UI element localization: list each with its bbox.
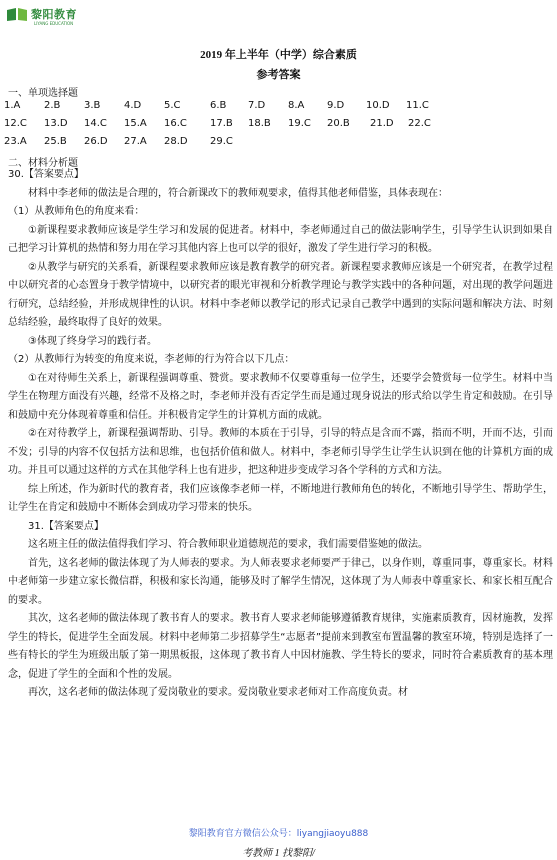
answer-item: 14.C — [84, 118, 107, 129]
answer-item: 9.D — [327, 100, 345, 111]
answer-item: 13.D — [44, 118, 68, 129]
q30-point2-item2: ②在对待教学上，新课程强调帮助、引导。教师的本质在于引导，引导的特点是含而不露，指而不明，开而不达，引而不发；引导的内容不仅包括方法和思维，也包括价值和做人。材料中，李老师引导学生让学生认识到在他的计算机方面的成功。并且可以通过这样的方式在其他学科上也有进步，把这种进步变成学习各个学科的方式和方法。 — [8, 428, 553, 476]
answer-item: 1.A — [4, 100, 21, 111]
page-footer: 考教师 1 找黎阳/ — [242, 848, 315, 859]
answer-item: 19.C — [288, 118, 311, 129]
answer-item: 2.B — [44, 100, 61, 111]
page-title: 2019 年上半年（中学）综合素质 — [200, 49, 357, 61]
logo-text: 黎阳教育 — [31, 9, 77, 21]
section-title-single-choice: 一、单项选择题 — [8, 88, 78, 99]
answer-item: 23.A — [4, 136, 27, 147]
answer-item: 22.C — [408, 118, 431, 129]
q30-point1-item2: ②从教学与研究的关系看，新课程要求教师应该是教育教学的研究者。新课程要求教师应该是一个研究者，在教学过程中以研究者的心态置身于教学情境中，以研究者的眼光审视和分析教学理论与教学实践中的各种问题，对出现的教学问题进行研究，总结经验，并形成规律性的认识。材料中李老师以教学记的形式记录自己教学中遇到的实际问题和解决方法、时刻总结经验，最终取得了良好的效果。 — [8, 261, 553, 328]
answer-item: 20.B — [327, 118, 350, 129]
q31-intro: 这名班主任的做法值得我们学习、符合教师职业道德规范的要求，我们需要借鉴她的做法。 — [28, 539, 428, 550]
q30-summary: 综上所述，作为新时代的教育者，我们应该像李老师一样，不断地进行教师角色的转化，不断地引导学生、帮助学生，让学生在肯定和鼓励中不断体会到成功学习带来的快乐。 — [8, 483, 553, 513]
answer-item: 5.C — [164, 100, 181, 111]
answer-item: 18.B — [248, 118, 271, 129]
q31-point2: 其次，这名老师的做法体现了教书育人的要求。教书育人要求老师能够遵循教育规律，实施素质教育，因材施教，发挥学生的特长，促进学生全面发展。材料中老师第二步招募学生“志愿者”提前来到教室布置温馨的教室环境，特别是选择了一些有特长的学生为班级出版了第一期黑板报，这体现了教书育人中因材施教、学生特长的要求，同时符合素质教育的基本理念，促进了学生的全面和个性的发展。 — [8, 613, 553, 680]
answer-item: 8.A — [288, 100, 305, 111]
brand-logo — [6, 4, 77, 24]
q30-point1-item1: ①新课程要求教师应该是学生学习和发展的促进者。材料中，李老师通过自己的做法影响学生，引导学生认识到如果自己把学习计算机的热情和努力用在学习其他内容上也可以学的很好，激发了学生进行学习的积极。 — [8, 224, 553, 254]
answer-item: 10.D — [366, 100, 390, 111]
page-subtitle: 参考答案 — [256, 69, 301, 81]
answer-item: 27.A — [124, 136, 147, 147]
answer-item: 17.B — [210, 118, 233, 129]
answer-item: 6.B — [210, 100, 227, 111]
q30-intro: 材料中李老师的做法是合理的，符合新课改下的教师观要求，值得其他老师借鉴，具体表现在： — [28, 187, 448, 199]
question-30-body — [8, 166, 553, 703]
watermark-wechat: 黎阳教育官方微信公众号：liyangjiaoyu888 — [188, 829, 369, 839]
q31-heading: 31.【答案要点】 — [28, 520, 104, 532]
answer-item: 25.B — [44, 136, 67, 147]
q30-heading: 30.【答案要点】 — [8, 169, 84, 180]
q30-point1-item3: ③体现了终身学习的践行者。 — [28, 335, 157, 347]
answer-item: 21.D — [370, 118, 394, 129]
q30-point2-title: （2）从教师行为转变的角度来说，李老师的行为符合以下几点： — [8, 354, 295, 365]
answer-item: 4.D — [124, 100, 142, 111]
answer-item: 16.C — [164, 118, 187, 129]
section-title-material-analysis: 二、材料分析题 — [8, 158, 78, 169]
logo-subtext: LIYANG EDUCATION — [34, 21, 74, 26]
answer-item: 3.B — [84, 100, 101, 111]
answer-item: 7.D — [248, 100, 266, 111]
q31-point1: 首先，这名老师的做法体现了为人师表的要求。为人师表要求老师要严于律己，以身作则，尊重同事，尊重家长。材料中老师第一步建立家长微信群，积极和家长沟通，能够及时了解学生情况，这体现了为人师表中尊重家长、和家长相互配合的要求。 — [8, 557, 553, 606]
book-logo-icon — [6, 6, 28, 22]
q31-point3: 再次，这名老师的做法体现了爱岗敬业的要求。爱岗敬业要求老师对工作高度负责。材 — [28, 687, 408, 698]
answer-item: 29.C — [210, 136, 233, 147]
answer-item: 28.D — [164, 136, 188, 147]
answer-item: 26.D — [84, 136, 108, 147]
answer-item: 11.C — [406, 100, 429, 111]
answer-item: 12.C — [4, 118, 27, 129]
answer-item: 15.A — [124, 118, 147, 129]
q30-point2-item1: ①在对待师生关系上，新课程强调尊重、赞赏。要求教师不仅要尊重每一位学生，还要学会赞赏每一位学生。材料中当学生在物理方面没有兴趣，经常不及格之时，李老师并没有否定学生而是通过现身说法的形式给以学生肯定和鼓励。在引导和鼓励中充分体现着尊重和信任。并积极肯定学生的计算机方面的成就。 — [8, 372, 553, 421]
q30-point1-title: （1）从教师角色的角度来看： — [8, 206, 145, 217]
